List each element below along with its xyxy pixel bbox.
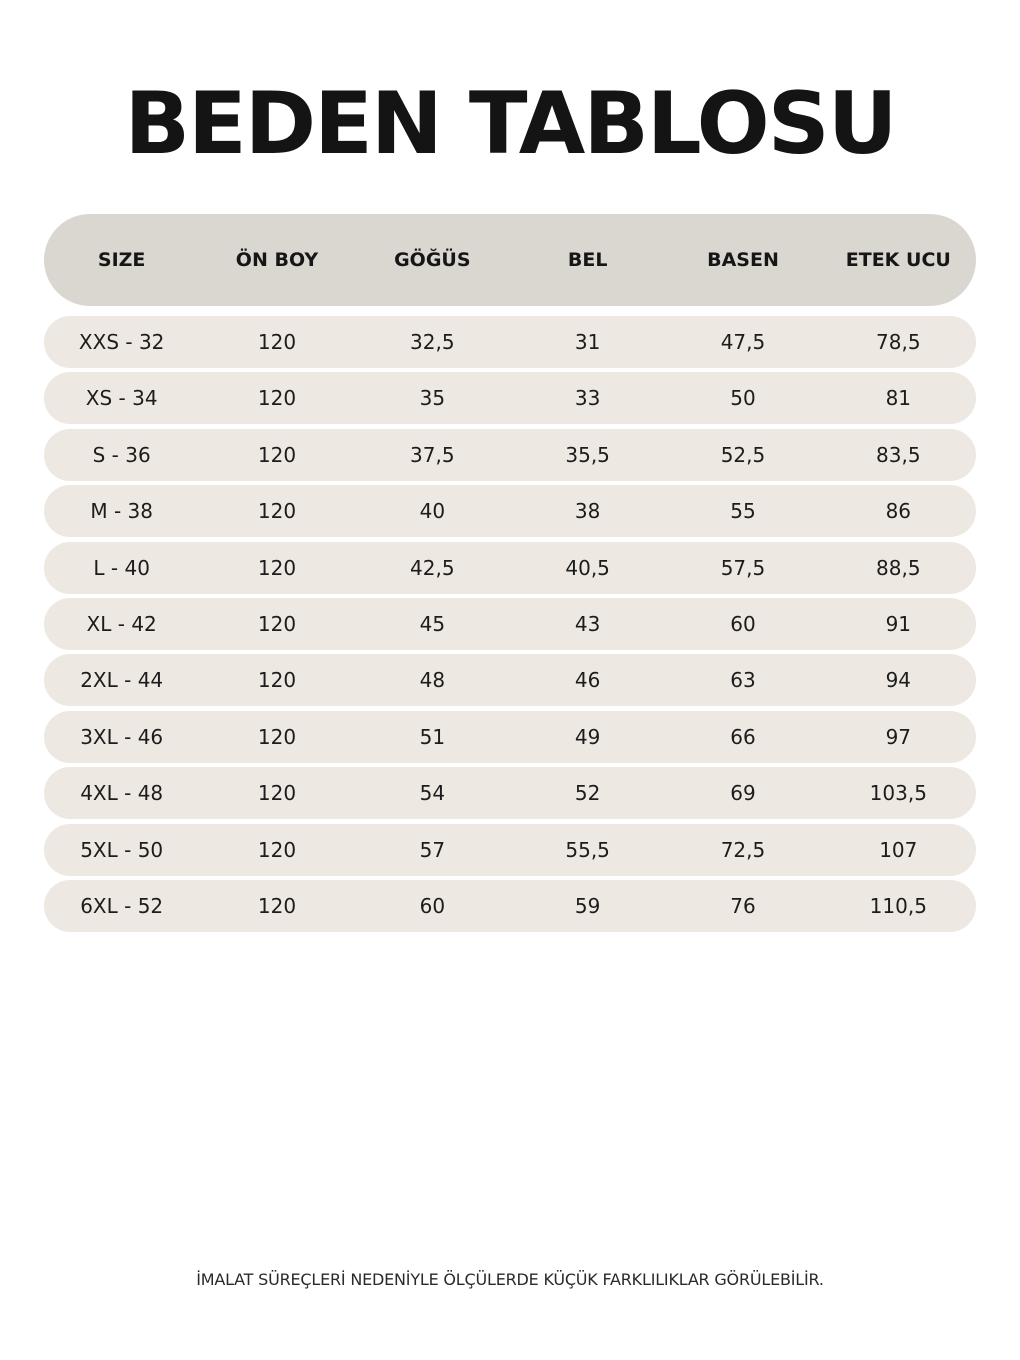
cell-etek-ucu: 103,5 bbox=[869, 781, 927, 806]
cell-etek-ucu: 91 bbox=[885, 611, 912, 636]
table-row bbox=[44, 654, 976, 706]
table-row bbox=[44, 598, 976, 650]
cell-gogus: 54 bbox=[419, 781, 446, 806]
cell-basen: 76 bbox=[730, 893, 756, 918]
cell-etek-ucu: 94 bbox=[885, 668, 912, 693]
table-row bbox=[44, 485, 976, 537]
cell-on-boy: 120 bbox=[257, 611, 297, 636]
table-row bbox=[44, 824, 976, 876]
cell-on-boy: 120 bbox=[257, 555, 297, 580]
header-bel: BEL bbox=[567, 249, 608, 271]
cell-basen: 52,5 bbox=[720, 442, 766, 467]
cell-on-boy: 120 bbox=[257, 781, 297, 806]
cell-etek-ucu: 81 bbox=[885, 386, 912, 411]
cell-etek-ucu: 88,5 bbox=[876, 555, 921, 580]
cell-etek-ucu: 86 bbox=[885, 499, 912, 524]
header-gogus: GÖĞÜS bbox=[394, 249, 471, 271]
table-row bbox=[44, 767, 976, 819]
cell-size: S - 36 bbox=[92, 442, 151, 467]
cell-etek-ucu: 110,5 bbox=[869, 893, 927, 918]
size-table bbox=[44, 214, 976, 936]
cell-etek-ucu: 107 bbox=[879, 837, 918, 862]
cell-on-boy: 120 bbox=[257, 837, 297, 862]
cell-gogus: 32,5 bbox=[410, 330, 455, 354]
cell-on-boy: 120 bbox=[257, 499, 297, 524]
cell-bel: 46 bbox=[574, 668, 601, 693]
cell-size: XXS - 32 bbox=[78, 330, 165, 354]
cell-size: 5XL - 50 bbox=[80, 837, 164, 862]
table-row bbox=[44, 316, 976, 368]
cell-on-boy: 120 bbox=[257, 442, 297, 467]
cell-gogus: 42,5 bbox=[410, 555, 455, 580]
table-row bbox=[44, 880, 976, 932]
cell-on-boy: 120 bbox=[257, 724, 297, 749]
cell-size: 6XL - 52 bbox=[80, 893, 164, 918]
cell-size: 3XL - 46 bbox=[80, 724, 164, 749]
cell-on-boy: 120 bbox=[257, 386, 297, 411]
cell-on-boy: 120 bbox=[257, 893, 297, 918]
cell-on-boy: 120 bbox=[257, 668, 297, 693]
cell-basen: 60 bbox=[730, 611, 756, 636]
table-header bbox=[44, 214, 976, 306]
footnote: İMALAT SÜREÇLERİ NEDENİYLE ÖLÇÜLERDE KÜÇÜK FARKLILIKLAR GÖRÜLEBİLİR. bbox=[196, 1270, 824, 1289]
cell-gogus: 45 bbox=[419, 611, 446, 636]
table-row bbox=[44, 542, 976, 594]
header-on-boy: ÖN BOY bbox=[235, 249, 319, 271]
cell-size: XL - 42 bbox=[86, 611, 157, 636]
page-title: BEDEN TABLOSU bbox=[124, 74, 896, 174]
cell-basen: 57,5 bbox=[720, 555, 766, 580]
cell-bel: 40,5 bbox=[565, 555, 610, 580]
cell-basen: 66 bbox=[730, 724, 756, 749]
table-row bbox=[44, 711, 976, 763]
cell-basen: 47,5 bbox=[720, 330, 766, 354]
cell-bel: 49 bbox=[574, 724, 601, 749]
cell-size: XS - 34 bbox=[85, 386, 158, 411]
cell-bel: 43 bbox=[574, 611, 601, 636]
cell-bel: 59 bbox=[574, 893, 601, 918]
cell-etek-ucu: 97 bbox=[885, 724, 912, 749]
cell-basen: 72,5 bbox=[720, 837, 766, 862]
cell-size: 2XL - 44 bbox=[80, 668, 164, 693]
cell-bel: 55,5 bbox=[565, 837, 610, 862]
cell-basen: 69 bbox=[730, 781, 756, 806]
table-row bbox=[44, 372, 976, 424]
cell-bel: 35,5 bbox=[565, 442, 610, 467]
cell-etek-ucu: 83,5 bbox=[876, 442, 921, 467]
cell-etek-ucu: 78,5 bbox=[876, 330, 921, 354]
header-basen: BASEN bbox=[707, 249, 779, 271]
cell-bel: 33 bbox=[574, 386, 601, 411]
cell-bel: 31 bbox=[574, 330, 601, 354]
cell-size: 4XL - 48 bbox=[80, 781, 164, 806]
cell-gogus: 48 bbox=[419, 668, 446, 693]
table-row bbox=[44, 429, 976, 481]
cell-gogus: 51 bbox=[419, 724, 446, 749]
cell-gogus: 35 bbox=[419, 386, 446, 411]
cell-bel: 38 bbox=[574, 499, 601, 524]
cell-on-boy: 120 bbox=[257, 330, 297, 354]
cell-size: M - 38 bbox=[90, 499, 153, 524]
cell-gogus: 37,5 bbox=[410, 442, 455, 467]
header-size: SIZE bbox=[97, 249, 146, 271]
cell-gogus: 40 bbox=[419, 499, 446, 524]
cell-basen: 63 bbox=[730, 668, 756, 693]
header-etek-ucu: ETEK UCU bbox=[845, 249, 951, 271]
cell-gogus: 60 bbox=[419, 893, 446, 918]
cell-basen: 50 bbox=[730, 386, 756, 411]
cell-gogus: 57 bbox=[419, 837, 446, 862]
cell-size: L - 40 bbox=[93, 555, 150, 580]
cell-basen: 55 bbox=[730, 499, 756, 524]
cell-bel: 52 bbox=[574, 781, 601, 806]
